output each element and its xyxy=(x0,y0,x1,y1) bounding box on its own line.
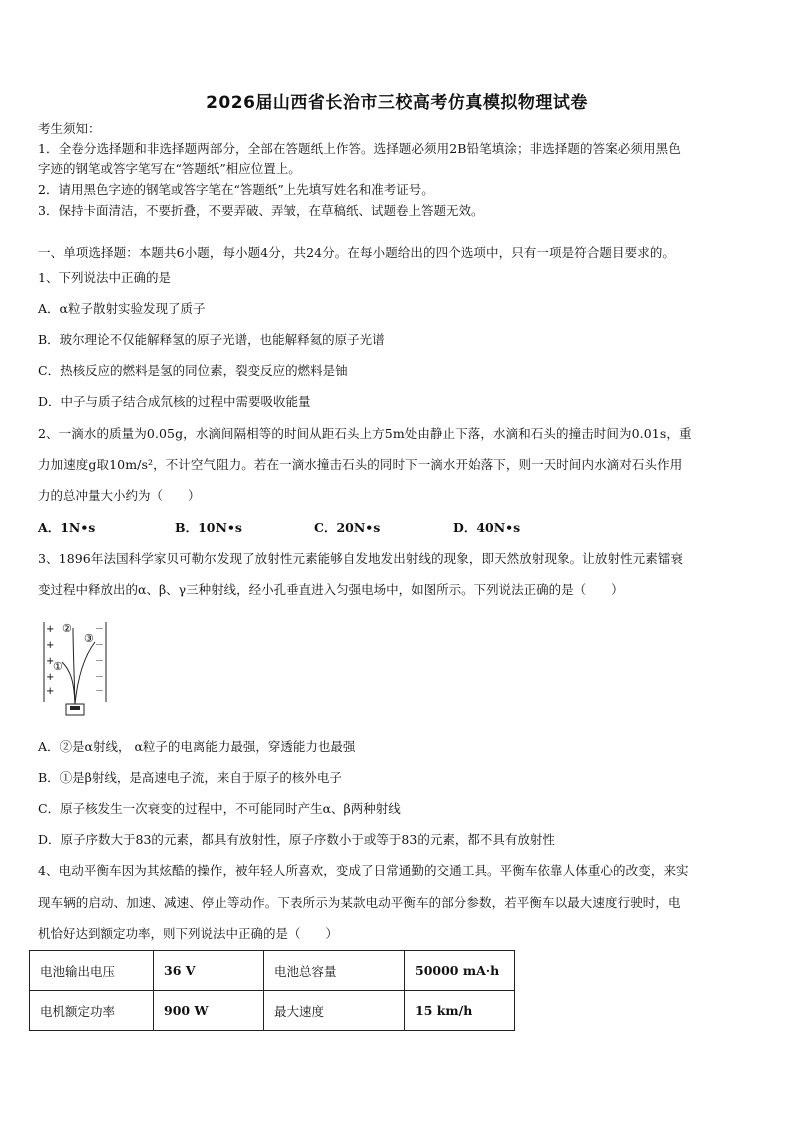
table-cell: 50000 mA·h xyxy=(405,951,515,991)
page-title: 2026届山西省长治市三校高考仿真模拟物理试卷 xyxy=(206,93,588,113)
ray-3-label: ③ xyxy=(84,632,94,645)
q3-stem-line-2: 变过程中释放出的α、β、γ三种射线，经小孔垂直进入匀强电场中，如图所示。下列说法正确的是（ ） xyxy=(38,582,624,597)
notice-item-2: 2．请用黑色字迹的钢笔或答字笔在“答题纸”上先填写姓名和准考证号。 xyxy=(38,182,434,197)
table-cell: 电池总容量 xyxy=(264,951,405,991)
table-cell: 最大速度 xyxy=(264,991,405,1031)
q4-stem-line-2: 现车辆的启动、加速、减速、停止等动作。下表所示为某款电动平衡车的部分参数，若平衡车以最大速度行驶时，电 xyxy=(38,895,681,910)
q3-option-d: D．原子序数大于83的元素，都具有放射性，原子序数小于或等于83的元素，都不具有放射性 xyxy=(38,832,555,847)
q2-stem-line-2: 力加速度g取10m/s²，不计空气阻力。若在一滴水撞击石头的同时下一滴水开始落下，则一天时间内水滴对石头作用 xyxy=(38,457,683,472)
plus-sign-4: + xyxy=(46,672,55,683)
q2-stem-line-3: 力的总冲量大小约为（ ） xyxy=(38,488,201,503)
table-row xyxy=(30,991,515,1031)
q3-stem-line-1: 3、1896年法国科学家贝可勒尔发现了放射性元素能够自发地发出射线的现象，即天然放射现象。让放射性元素镭衰 xyxy=(38,551,684,566)
radiation-field-diagram xyxy=(40,620,112,720)
q1-option-d: D．中子与质子结合成氘核的过程中需要吸收能量 xyxy=(38,394,311,409)
notice-item-1-line-1: 1．全卷分选择题和非选择题两部分，全部在答题纸上作答。选择题必须用2B铅笔填涂；非选择题的答案必须用黑色 xyxy=(38,141,681,156)
plus-sign-3: + xyxy=(46,656,55,667)
notice-item-1-line-2: 字迹的钢笔或答字笔写在“答题纸”相应位置上。 xyxy=(38,161,301,176)
table-cell: 电池输出电压 xyxy=(30,951,154,991)
table-cell: 36 V xyxy=(154,951,264,991)
ray-1-label: ① xyxy=(53,660,63,673)
minus-sign-4: － xyxy=(95,673,105,683)
q3-option-c: C．原子核发生一次衰变的过程中，不可能同时产生α、β两种射线 xyxy=(38,801,401,816)
q3-option-b: B．①是β射线，是高速电子流，来自于原子的核外电子 xyxy=(38,770,342,785)
table-cell: 15 km/h xyxy=(405,991,515,1031)
q1-option-a: A．α粒子散射实验发现了质子 xyxy=(38,301,206,316)
section-heading: 一、单项选择题：本题共6小题，每小题4分，共24分。在每小题给出的四个选项中，只有一项是符合题目要求的。 xyxy=(38,245,676,260)
plus-sign-1: + xyxy=(46,624,55,635)
notice-heading: 考生须知： xyxy=(38,121,101,136)
q2-option-d: D．40N•s xyxy=(453,520,521,535)
balance-car-params-table xyxy=(29,950,515,1031)
q2-option-b: B．10N•s xyxy=(175,520,242,535)
minus-sign-3: － xyxy=(95,657,105,667)
q1-stem: 1、下列说法中正确的是 xyxy=(38,270,171,285)
table-cell: 电机额定功率 xyxy=(30,991,154,1031)
q2-option-a: A．1N•s xyxy=(38,520,96,535)
q2-stem-line-1: 2、一滴水的质量为0.05g，水滴间隔相等的时间从距石头上方5m处由静止下落，水滴和石头的撞击时间为0.01s，重 xyxy=(38,426,692,441)
source-sample xyxy=(70,706,80,710)
minus-sign-1: － xyxy=(95,625,105,635)
q3-option-a: A．②是α射线， α粒子的电离能力最强，穿透能力也最强 xyxy=(38,739,356,754)
notice-item-3: 3．保持卡面清洁，不要折叠，不要弄破、弄皱，在草稿纸、试题卷上答题无效。 xyxy=(38,203,484,218)
ray-1-path xyxy=(62,662,75,704)
table-row xyxy=(30,951,515,991)
plus-sign-5: + xyxy=(46,686,55,697)
minus-sign-2: － xyxy=(95,641,105,651)
ray-3-path xyxy=(75,642,95,704)
q4-stem-line-1: 4、电动平衡车因为其炫酷的操作，被年轻人所喜欢，变成了日常通勤的交通工具。平衡车依靠人体重心的改变，来实 xyxy=(38,863,689,878)
q1-option-c: C．热核反应的燃料是氢的同位素，裂变反应的燃料是铀 xyxy=(38,363,348,378)
q1-option-b: B．玻尔理论不仅能解释氢的原子光谱，也能解释氦的原子光谱 xyxy=(38,332,385,347)
ray-2-label: ② xyxy=(62,622,72,635)
plus-sign-2: + xyxy=(46,640,55,651)
q2-option-c: C．20N•s xyxy=(314,520,381,535)
minus-sign-5: － xyxy=(95,687,105,697)
q4-stem-line-3: 机恰好达到额定功率，则下列说法中正确的是（ ） xyxy=(38,926,339,941)
table-cell: 900 W xyxy=(154,991,264,1031)
